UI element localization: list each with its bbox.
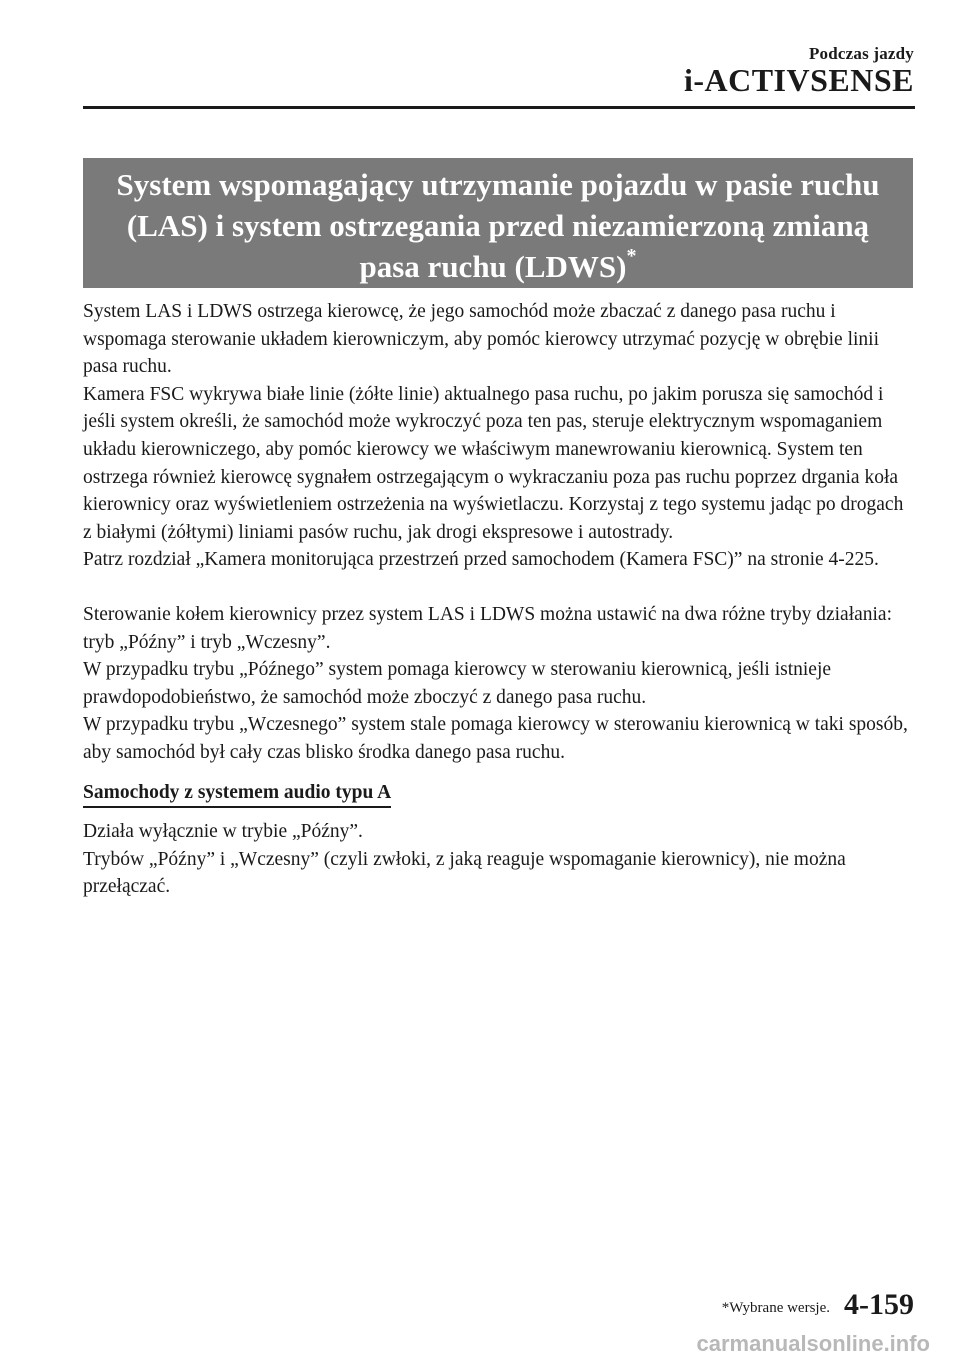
section-heading — [83, 158, 913, 288]
paragraph-camera: Kamera FSC wykrywa białe linie (żółte linie) aktualnego pasa ruchu, po jakim porusza się samochód i jeśli system określi, że samochód może wykroczyć poza ten pas, steruje elektrycznym wspomaganiem układu kierowniczego, aby pomóc kierowcy we właściwym manewrowaniu kierownicą. System ten ostrzega również kierowcę sygnałem ostrzegającym o wykraczaniu poza pas ruchu poprzez drgania koła kierownicy oraz wyświetleniem ostrzeżenia na wyświetlaczu. Korzystaj z tego systemu jadąc po drogach z białymi (żółtymi) liniami pasów ruchu, jak drogi ekspresowe i autostrady. — [83, 383, 904, 543]
page-number: 4-159 — [844, 1288, 914, 1321]
paragraph-intro: System LAS i LDWS ostrzega kierowcę, że jego samochód może zbaczać z danego pasa ruchu i wspomaga sterowanie układem kierowniczym, aby pomóc kierowcy utrzymać pozycję w obrębie linii pasa ruchu. — [83, 301, 879, 378]
section-label: Podczas jazdy — [808, 44, 914, 63]
body-text — [83, 298, 915, 901]
paragraph-gap — [83, 574, 915, 601]
footnote: *Wybrane wersje. — [721, 1300, 830, 1316]
paragraph-reference: Patrz rozdział „Kamera monitorująca przestrzeń przed samochodem (Kamera FSC)” na stronie 4-225. — [83, 549, 879, 571]
heading-line-1: System wspomagający utrzymanie pojazdu w pasie ruchu — [116, 167, 880, 202]
subheading-audio-type-a: Samochody z systemem audio typu A — [83, 779, 391, 809]
heading-line-3-text: pasa ruchu (LDWS) — [359, 249, 627, 284]
optional-equipment-marker: * — [626, 244, 637, 267]
paragraph-late-only: Działa wyłącznie w trybie „Późny”. — [83, 821, 363, 843]
chapter-title: i-ACTIVSENSE — [683, 62, 914, 98]
paragraph-no-switch: Trybów „Późny” i „Wczesny” (czyli zwłoki, z jaką reaguje wspomaganie kierownicy), nie można przełączać. — [83, 848, 846, 898]
paragraph-early-mode: W przypadku trybu „Wczesnego” system stale pomaga kierowcy w sterowaniu kierownicą w taki sposób, aby samochód był cały czas blisko środka danego pasa ruchu. — [83, 714, 908, 763]
heading-line-2: (LAS) i system ostrzegania przed niezamierzoną zmianą — [126, 208, 870, 243]
heading-line-3 — [83, 246, 913, 287]
watermark: carmanualsonline.info — [696, 1331, 930, 1356]
paragraph-late-mode: W przypadku trybu „Późnego” system pomaga kierowcy w sterowaniu kierownicą, jeśli istnieje prawdopodobieństwo, że samochód może zboczyć z danego pasa ruchu. — [83, 659, 832, 708]
paragraph-modes: Sterowanie kołem kierownicy przez system LAS i LDWS można ustawić na dwa różne tryby działania: tryb „Późny” i tryb „Wczesny”. — [83, 603, 893, 653]
header-divider — [83, 106, 915, 109]
